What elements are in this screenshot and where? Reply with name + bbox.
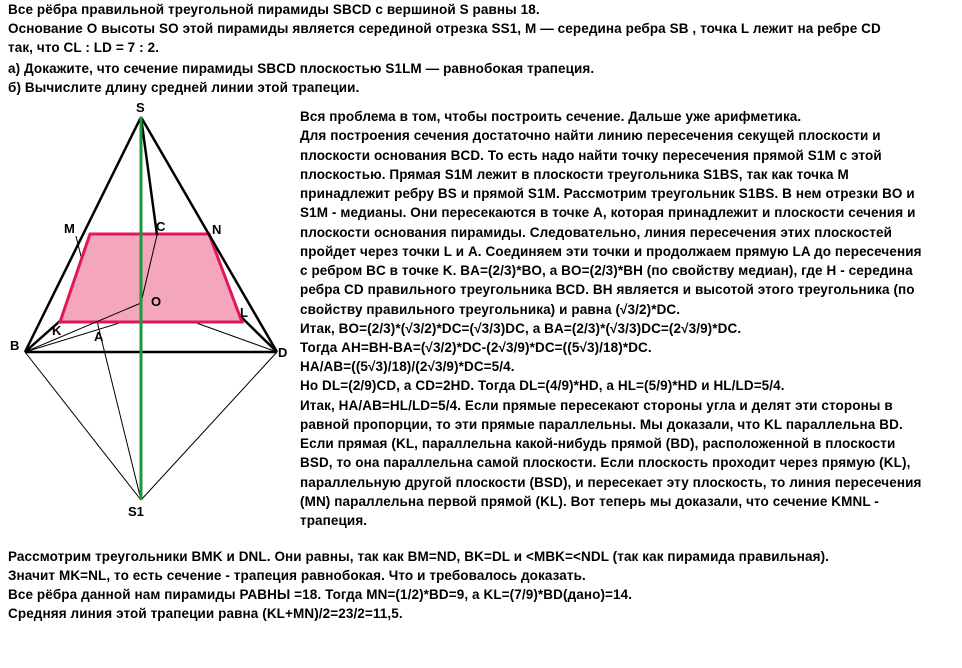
solution-line: HA/AB=((5√3)/18)/(2√3/9)*DC=5/4. [300,359,515,374]
label-C: C [156,219,166,234]
problem-line: а) Докажите, что сечение пирамиды SBCD плоскостью S1LM — равнобокая трапеция. [8,61,595,76]
solution-line: свойству правильного треугольника) и равна (√3/2)*DC. [300,302,681,317]
solution-line: BSD, то она параллельна самой плоскости. Если плоскость проходит через прямую (KL), [300,455,911,470]
solution-line: Итак, BO=(2/3)*(√3/2)*DC=(√3/3)DC, а BA=(2/3)*(√3/3)DC=(2√3/9)*DC. [300,321,742,336]
problem-line: б) Вычислите длину средней линии этой трапеции. [8,80,360,95]
solution-line: S1M - медианы. Они пересекаются в точке A, которая принадлежит и плоскости сечения и [300,205,916,220]
pyramid-figure [0,95,300,525]
solution-line: принадлежит ребру BS и прямой S1M. Рассмотрим треугольник S1BS. В нем отрезки BO и [300,186,915,201]
conclusion-line: Значит MK=NL, то есть сечение - трапеция равнобокая. Что и требовалось доказать. [8,568,586,583]
label-S: S [136,100,145,115]
edge-D-S1 [141,352,277,500]
label-S1: S1 [128,504,144,519]
solution-line: плоскостью. Прямая S1M лежит в плоскости треугольника S1BS, так как точка M [300,167,849,182]
label-B: B [10,338,20,353]
conclusion-line: Средняя линия этой трапеции равна (KL+MN)/2=23/2=11,5. [8,606,403,621]
solution-line: Тогда AH=BH-BA=(√3/2)*DC-(2√3/9)*DC=((5√3)/18)*DC. [300,340,652,355]
conclusion-line: Все рёбра данной нам пирамиды РАВНЫ =18. Тогда MN=(1/2)*BD=9, а KL=(7/9)*BD(дано)=14. [8,587,633,602]
solution-line: плоскости основания BCD. То есть надо найти точку пересечения прямой S1M с этой [300,148,882,163]
solution-line: Итак, HA/AB=HL/LD=5/4. Если прямые пересекают стороны угла и делят эти стороны в [300,398,893,413]
solution-line: Вся проблема в том, чтобы построить сечение. Дальше уже арифметика. [300,109,802,124]
label-K: K [52,323,62,338]
solution-line: (MN) параллельна первой прямой (KL). Вот теперь мы доказали, что сечение KMNL - [300,494,879,509]
solution-line: пройдет через точки L и A. Соединяем эти точки и продолжаем прямую LA до пересечения [300,244,922,259]
label-N: N [212,222,222,237]
conclusion-line: Рассмотрим треугольники BMK и DNL. Они равны, так как BM=ND, BK=DL и <MBK=<NDL (так как пирамида правильная). [8,549,830,564]
solution-line: плоскости основания пирамиды. Следовательно, линия пересечения этих плоскостей [300,225,892,240]
label-L: L [240,305,248,320]
solution-line: Но DL=(2/9)CD, а CD=2HD. Тогда DL=(4/9)*HD, а HL=(5/9)*HD и HL/LD=5/4. [300,378,785,393]
solution-line: параллельную другой плоскости (BSD), и пересекает эту плоскость, то линия пересечения [300,475,922,490]
edge-B-S1 [25,352,141,500]
solution-line: с ребром BC в точке K. BA=(2/3)*BO, а BO=(2/3)*BH (по свойству медиан), где H - середина [300,263,913,278]
solution-line: Для построения сечения достаточно найти линию пересечения секущей плоскости и [300,128,881,143]
solution-line: трапеция. [300,513,368,528]
label-D: D [278,345,288,360]
label-A: A [94,329,104,344]
label-O: O [151,294,162,309]
solution-line: равной пропорции, то эти прямые параллельны. Мы доказали, что KL параллельна BD. [300,417,903,432]
problem-line: так, что CL : LD = 7 : 2. [8,40,160,55]
label-M: M [64,221,75,236]
edge-S-C [141,117,157,235]
problem-line: Все рёбра правильной треугольной пирамиды SBCD с вершиной S равны 18. [8,2,540,17]
problem-line: Основание O высоты SO этой пирамиды является серединой отрезка SS1, M — середина ребра SB , точка L лежит на ребре CD [8,21,881,36]
solution-line: ребра CD правильного треугольника BCD. BH является и высотой этого треугольника (по [300,282,915,297]
solution-line: Если прямая (KL, параллельна какой-нибудь прямой (BD), расположенной в плоскости [300,436,896,451]
